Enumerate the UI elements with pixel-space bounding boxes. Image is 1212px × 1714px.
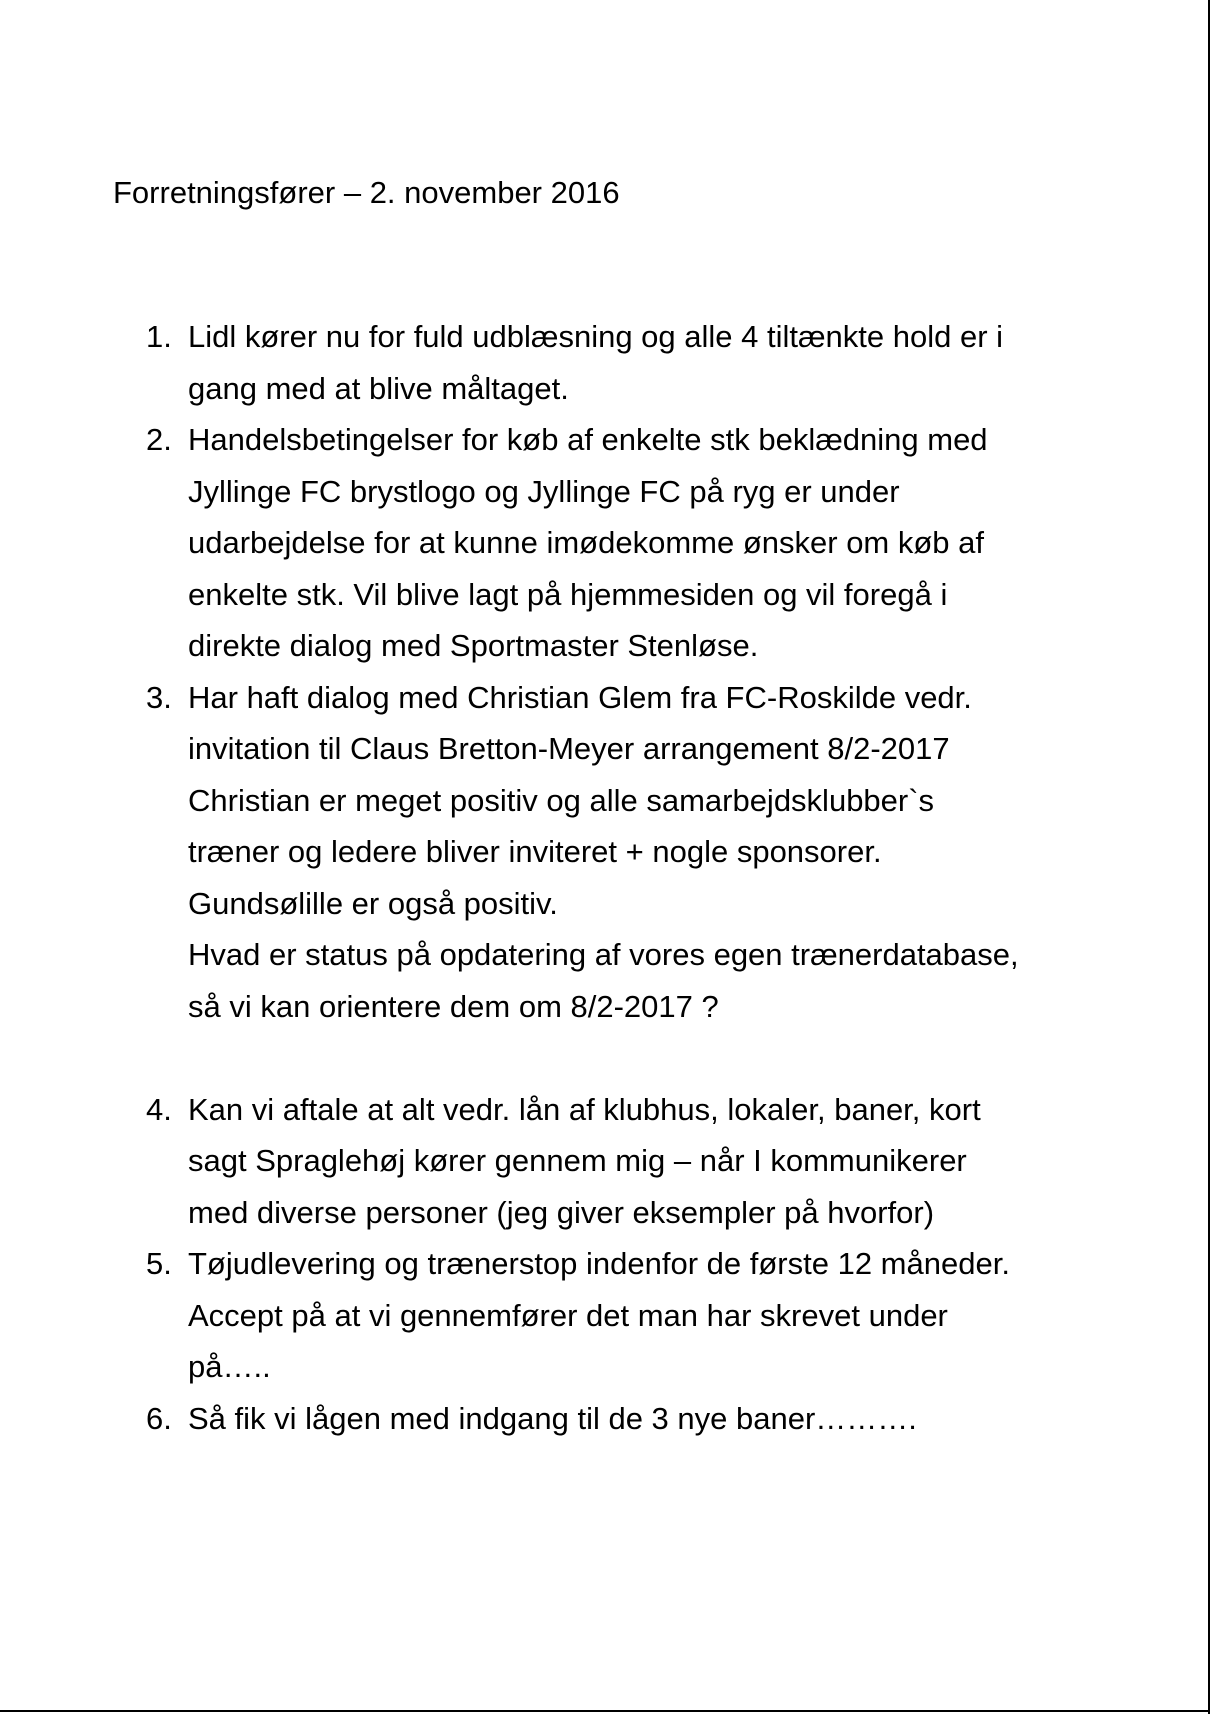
item-text-line: Lidl kører nu for fuld udblæsning og alle 4 tiltænkte hold er i <box>188 319 1004 354</box>
item-text-line: træner og ledere bliver inviteret + nogle sponsorer. <box>188 834 882 869</box>
item-text-line: Jyllinge FC brystlogo og Jyllinge FC på ryg er under <box>188 473 900 509</box>
item-text-line: Så fik vi lågen med indgang til de 3 nye baner………. <box>188 1400 917 1436</box>
item-number: 4. <box>146 1091 172 1127</box>
item-text-line: så vi kan orientere dem om 8/2-2017 ? <box>188 988 719 1024</box>
item-text-line: Kan vi aftale at alt vedr. lån af klubhus, lokaler, baner, kort <box>188 1091 981 1127</box>
document-title: Forretningsfører – 2. november 2016 <box>113 175 620 210</box>
item-number: 5. <box>146 1246 172 1281</box>
agenda-item-1 <box>146 311 1106 414</box>
item-text-line: enkelte stk. Vil blive lagt på hjemmesiden og vil foregå i <box>188 576 948 612</box>
agenda-item-2 <box>146 414 1106 672</box>
item-number: 1. <box>146 319 172 354</box>
item-number: 6. <box>146 1400 172 1436</box>
item-text-line: udarbejdelse for at kunne imødekomme ønsker om køb af <box>188 525 985 560</box>
item-text-line: direkte dialog med Sportmaster Stenløse. <box>188 628 759 663</box>
item-number: 2. <box>146 422 172 457</box>
agenda-item-4 <box>146 1084 1106 1239</box>
item-text-line: Christian er meget positiv og alle samarbejdsklubber`s <box>188 782 935 818</box>
item-text-line: Gundsølille er også positiv. <box>188 885 558 921</box>
item-number: 3. <box>146 679 172 715</box>
agenda-list <box>146 311 1106 1444</box>
item-text-line: Har haft dialog med Christian Glem fra FC-Roskilde vedr. <box>188 679 972 715</box>
item-text-line: sagt Spraglehøj kører gennem mig – når I kommunikerer <box>188 1143 967 1178</box>
item-text-line: Handelsbetingelser for køb af enkelte stk beklædning med <box>188 422 988 457</box>
agenda-item-3 <box>146 672 1106 1084</box>
page-border-right <box>1208 0 1210 1714</box>
item-text-line: Tøjudlevering og trænerstop indenfor de første 12 måneder. <box>188 1246 1010 1281</box>
item-text-line: gang med at blive måltaget. <box>188 370 569 406</box>
item-text-line: Hvad er status på opdatering af vores egen trænerdatabase, <box>188 937 1019 972</box>
item-text-line: på….. <box>188 1349 271 1384</box>
blank-line <box>188 1032 1106 1084</box>
agenda-item-5 <box>146 1238 1106 1393</box>
agenda-item-6 <box>146 1393 1106 1445</box>
page-border-bottom <box>0 1710 1210 1712</box>
item-text-line: med diverse personer (jeg giver eksempler på hvorfor) <box>188 1194 935 1230</box>
item-text-line: Accept på at vi gennemfører det man har skrevet under <box>188 1297 948 1333</box>
item-text-line: invitation til Claus Bretton-Meyer arrangement 8/2-2017 <box>188 731 950 766</box>
